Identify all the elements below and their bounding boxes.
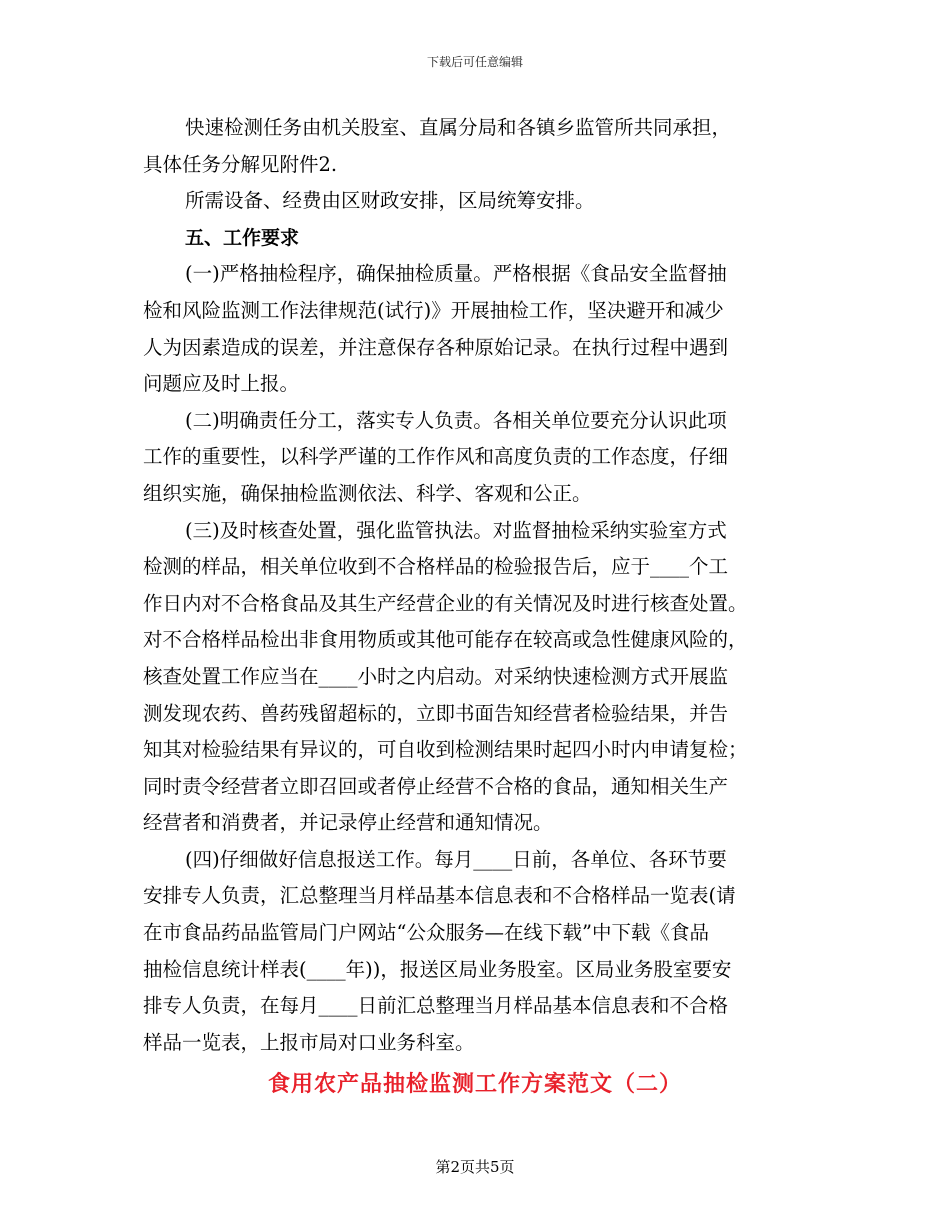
paragraph-line: 知其对检验结果有异议的，可自收到检测结果时起四小时内申请复检； <box>143 738 748 762</box>
paragraph-line: (一)严格抽检程序，确保抽检质量。严格根据《食品安全监督抽 <box>185 262 727 286</box>
paragraph-line: 快速检测任务由机关股室、直属分局和各镇乡监管所共同承担， <box>185 116 732 139</box>
page-header: 下载后可任意编辑 <box>426 55 523 69</box>
paragraph-line: 所需设备、经费由区财政安排，区局统筹安排。 <box>185 189 595 213</box>
document-body <box>143 110 807 1061</box>
paragraph-line: 在市食品药品监管局门户网站“公众服务—在线下载”中下载《食品 <box>143 921 709 945</box>
paragraph-line: 安排专人负责，汇总整理当月样品基本信息表和不合格样品一览表(请 <box>143 884 736 908</box>
paragraph-line: 同时责令经营者立即召回或者停止经营不合格的食品，通知相关生产 <box>143 774 729 798</box>
paragraph-line: 工作的重要性，以科学严谨的工作作风和高度负责的工作态度，仔细 <box>143 445 729 469</box>
paragraph-line: 排专人负责，在每月____日前汇总整理当月样品基本信息表和不合格 <box>143 994 729 1018</box>
paragraph-line: 问题应及时上报。 <box>143 372 300 396</box>
paragraph-line: (二)明确责任分工，落实专人负责。各相关单位要充分认识此项 <box>185 408 727 432</box>
paragraph-line: 作日内对不合格食品及其生产经营企业的有关情况及时进行核查处置。 <box>143 591 748 615</box>
paragraph-line: 组织实施，确保抽检监测依法、科学、客观和公正。 <box>143 481 592 505</box>
paragraph-line: 人为因素造成的误差，并注意保存各种原始记录。在执行过程中遇到 <box>143 335 729 359</box>
paragraph-line: 抽检信息统计样表(____年))，报送区局业务股室。区局业务股室要安 <box>143 957 732 981</box>
paragraph-line: 对不合格样品检出非食用物质或其他可能存在较高或急性健康风险的， <box>143 628 748 652</box>
page-number: 第2页共5页 <box>435 1158 515 1176</box>
document-title: 食用农产品抽检监测工作方案范文（二） <box>267 1072 682 1097</box>
paragraph-line: 检和风险监测工作法律规范(试行)》开展抽检工作，坚决避开和减少 <box>143 298 724 322</box>
paragraph-line: 具体任务分解见附件2. <box>143 152 338 176</box>
paragraph-line: 核查处置工作应当在____小时之内启动。对采纳快速检测方式开展监 <box>143 664 729 688</box>
paragraph-line: 检测的样品，相关单位收到不合格样品的检验报告后，应于____个工 <box>143 555 729 579</box>
paragraph-line: 经营者和消费者，并记录停止经营和通知情况。 <box>143 811 553 835</box>
section-heading: 五、工作要求 <box>185 226 300 249</box>
paragraph-line: (三)及时核查处置，强化监管执法。对监督抽检采纳实验室方式 <box>185 518 727 542</box>
paragraph-line: (四)仔细做好信息报送工作。每月____日前，各单位、各环节要 <box>185 847 727 871</box>
paragraph-line: 测发现农药、兽药残留超标的，立即书面告知经营者检验结果，并告 <box>143 701 729 725</box>
paragraph-line: 样品一览表，上报市局对口业务科室。 <box>143 1030 475 1054</box>
